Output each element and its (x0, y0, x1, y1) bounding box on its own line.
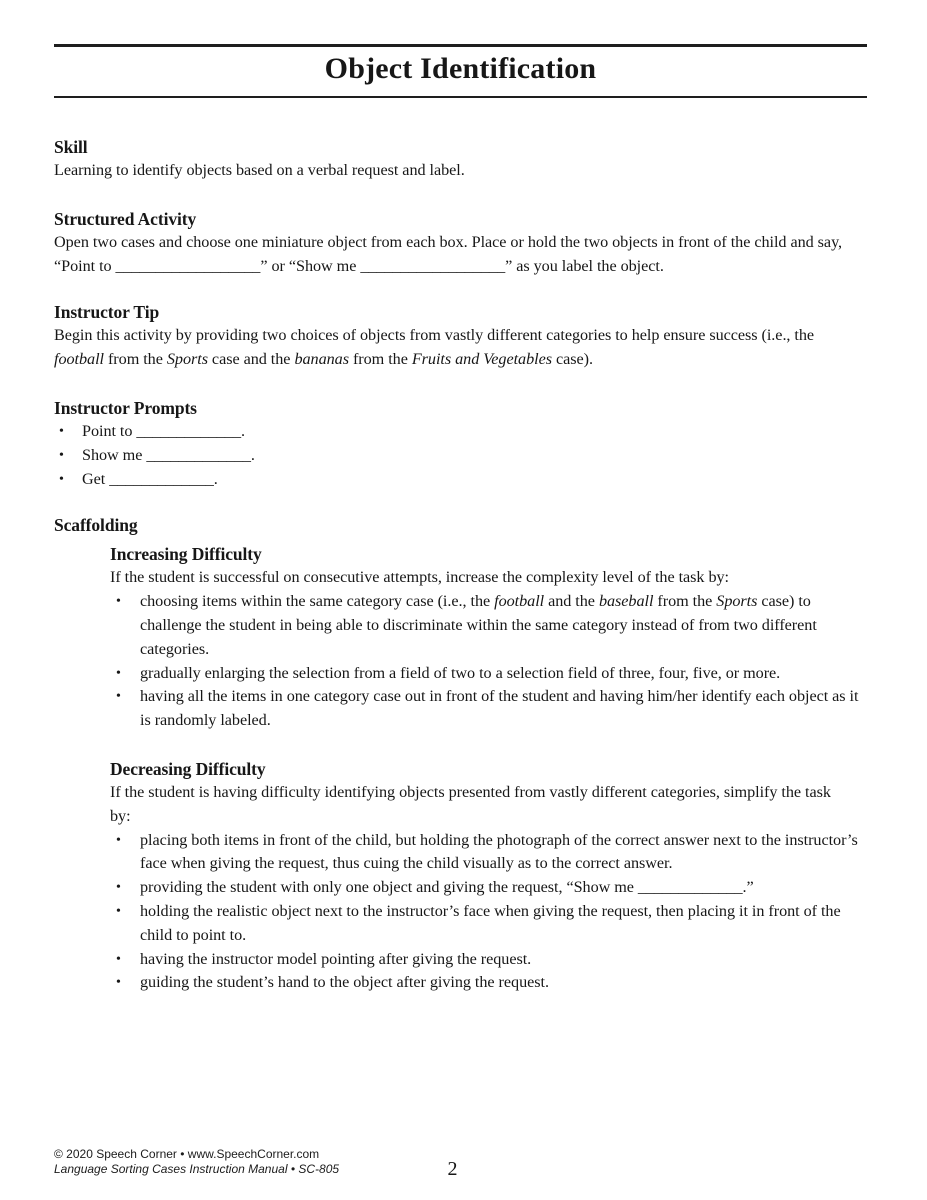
prompt-point-to: Point to _____________. (82, 421, 245, 440)
list-item (110, 948, 860, 972)
page-title: Object Identification (324, 51, 597, 85)
copyright-line: © 2020 Speech Corner • www.SpeechCorner.com (54, 1147, 320, 1161)
prompt-get: Get _____________. (82, 469, 218, 488)
increasing-item-text: choosing items within the same category case (i.e., the football and the baseball from the Sports case) to challenge the student in being able to discriminate within the same category instead of from two different categories. (140, 592, 817, 658)
list-item (110, 662, 860, 686)
increasing-difficulty-intro: If the student is successful on consecutive attempts, increase the complexity level of the task by: (110, 568, 729, 587)
bullet-icon: • (116, 903, 121, 919)
section-structured-activity (54, 207, 867, 279)
instructor-prompts-list (54, 420, 854, 491)
decreasing-item-text: providing the student with only one object and giving the request, “Show me _____________.” (140, 878, 754, 897)
section-scaffolding (54, 513, 867, 995)
skill-heading: Skill (54, 137, 88, 157)
instructor-tip-body: Begin this activity by providing two choices of objects from vastly different categories to help ensure success (i.e., the football from the Sports case and the bananas from the Fruits and Vegetables case). (54, 326, 815, 369)
bullet-icon: • (116, 975, 121, 991)
structured-activity-heading: Structured Activity (54, 208, 197, 229)
title-block (54, 44, 867, 98)
list-item (54, 444, 854, 468)
list-item (110, 900, 860, 948)
bullet-icon: • (116, 665, 121, 681)
subsection-decreasing-difficulty (110, 757, 867, 995)
prompt-show-me: Show me _____________. (82, 445, 255, 464)
list-item (110, 685, 860, 733)
decreasing-difficulty-list (110, 829, 860, 996)
increasing-difficulty-list (110, 590, 860, 733)
increasing-item-text: gradually enlarging the selection from a field of two to a selection field of three, four, five, or more. (140, 663, 781, 682)
bullet-icon: • (116, 689, 121, 705)
instructor-prompts-heading: Instructor Prompts (54, 397, 197, 418)
list-item (110, 590, 860, 661)
list-item (54, 420, 854, 444)
section-instructor-tip (54, 300, 867, 372)
bullet-icon: • (116, 832, 121, 848)
list-item (110, 829, 860, 877)
decreasing-item-text: guiding the student’s hand to the object after giving the request. (140, 973, 549, 992)
bullet-icon: • (116, 594, 121, 610)
structured-activity-body: Open two cases and choose one miniature object from each box. Place or hold the two objects in front of the child and say, “Point to __________________” or “Show me __________________” as you label the object. (54, 232, 843, 275)
decreasing-item-text: having the instructor model pointing after giving the request. (140, 949, 532, 968)
section-skill (54, 135, 867, 183)
bullet-icon: • (116, 951, 121, 967)
increasing-item-text: having all the items in one category case out in front of the student and having him/her identify each object as it is randomly labeled. (140, 687, 859, 730)
page-content (0, 44, 927, 995)
increasing-difficulty-heading: Increasing Difficulty (110, 544, 262, 565)
decreasing-difficulty-intro: If the student is having difficulty identifying objects presented from vastly different categories, simplify the task by: (110, 782, 831, 825)
decreasing-difficulty-heading: Decreasing Difficulty (110, 758, 266, 779)
scaffolding-heading: Scaffolding (54, 515, 138, 536)
manual-title-line: Language Sorting Cases Instruction Manual • SC-805 (54, 1162, 340, 1176)
bullet-icon: • (116, 880, 121, 896)
list-item (110, 876, 860, 900)
instructor-tip-heading: Instructor Tip (54, 302, 160, 323)
bullet-icon: • (59, 471, 64, 487)
list-item (54, 468, 854, 492)
decreasing-item-text: placing both items in front of the child, but holding the photograph of the correct answer next to the instructor’s face when giving the request, thus cuing the child visually as to the correct answer. (140, 830, 858, 873)
skill-body: Learning to identify objects based on a verbal request and label. (54, 161, 465, 179)
list-item (110, 971, 860, 995)
bullet-icon: • (59, 447, 64, 463)
page-number: 2 (447, 1158, 458, 1180)
section-instructor-prompts (54, 396, 867, 491)
decreasing-item-text: holding the realistic object next to the instructor’s face when giving the request, then placing it in front of the child to point to. (140, 901, 841, 944)
title-rule-bottom (54, 96, 867, 99)
bullet-icon: • (59, 423, 64, 439)
subsection-increasing-difficulty (110, 542, 867, 733)
